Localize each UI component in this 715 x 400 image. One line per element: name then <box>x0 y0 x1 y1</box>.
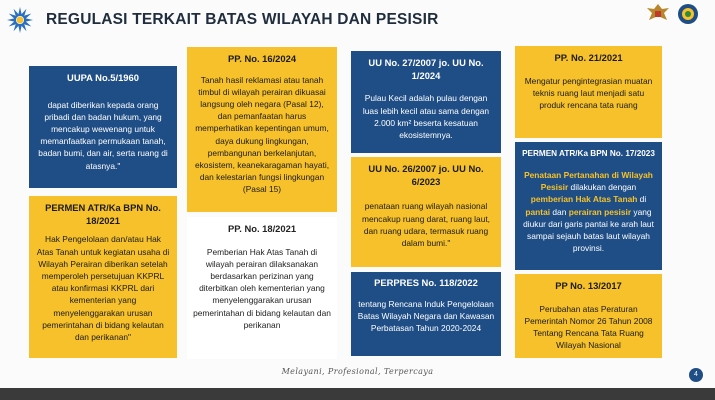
card-uupa-body: dapat diberikan kepada orang pribadi dan badan hukum, yang mencakup wewenang untuk memanfaatkan permukaan tanah, badan bumi, dan air, serta ruang di atasnya." <box>38 99 168 171</box>
footer <box>0 362 715 384</box>
card-pp-18-2021-body: Pemberian Hak Atas Tanah di wilayah perairan dilaksanakan berdasarkan perizinan yang diterbitkan oleh kementerian yang menyelenggarakan urusan pemerintahan di bidang kelautan dan perikanan <box>193 246 331 330</box>
card-permen-18-2021 <box>29 196 177 358</box>
card-pp-21-2021-header: PP. No. 21/2021 <box>554 52 623 63</box>
card-uu-27-2007 <box>351 51 501 153</box>
card-uupa-header: UUPA No.5/1960 <box>67 72 139 83</box>
page-number-badge: 4 <box>689 368 703 382</box>
card-uupa <box>29 66 177 188</box>
body-part-4: di <box>637 194 647 205</box>
card-perpres-118-2022-header: PERPRES No. 118/2022 <box>374 277 478 288</box>
card-pp-13-2017 <box>515 274 662 358</box>
card-perpres-118-2022 <box>351 272 501 356</box>
card-pp-13-2017-body: Perubahan atas Peraturan Pemerintah Nomor 26 Tahun 2008 Tentang Rencana Tata Ruang Wilayah Nasional <box>524 303 653 351</box>
tagline: Melayani, Profesional, Terpercaya <box>281 367 434 376</box>
card-uu-26-2007 <box>351 157 501 267</box>
body-part-2: dilakukan dengan <box>568 182 637 193</box>
card-permen-17-2023-header: PERMEN ATR/Ka BPN No. 17/2023 <box>522 149 655 158</box>
card-uu-27-2007-body: Pulau Kecil adalah pulau dengan luas lebih kecil atau sama dengan 2.000 km² beserta kesatuan ekosistemnya. <box>362 93 490 140</box>
emblems <box>645 2 701 26</box>
card-pp-16-2024 <box>187 47 337 212</box>
body-part-6: dan <box>550 206 569 217</box>
card-pp-18-2021 <box>187 217 337 359</box>
sun-logo-icon <box>6 6 34 34</box>
card-perpres-118-2022-body: tentang Rencana Induk Pengelolaan Batas Wilayah Negara dan Kawasan Perbatasan Tahun 2020-2024 <box>357 298 495 334</box>
slide-title: REGULASI TERKAIT BATAS WILAYAH DAN PESISIR <box>46 11 439 28</box>
garuda-emblem-icon <box>645 2 671 26</box>
card-pp-16-2024-body: Tanah hasil reklamasi atau tanah timbul di wilayah perairan dikuasai langsung oleh negara (Pasal 12), dan pemanfaatan harus memperhatikan kepentingan umum, daya dukung lingkungan, pembangunan berkelanjutan, ekosistem, keanekaragaman hayati, dan kelestarian fungsi lingkungan (Pasal 15) <box>194 74 330 195</box>
card-pp-21-2021-body: Mengatur pengintegrasian muatan teknis ruang laut menjadi satu produk rencana tata ruang <box>524 75 653 111</box>
card-pp-18-2021-header: PP. No. 18/2021 <box>227 223 297 234</box>
title-row <box>6 6 439 34</box>
ministry-emblem-icon <box>675 2 701 26</box>
highlight-pemberian-hat: pemberian Hak Atas Tanah <box>530 194 638 205</box>
highlight-pantai: pantai <box>525 206 551 217</box>
card-permen-17-2023 <box>515 142 662 270</box>
card-permen-17-2023-body <box>521 169 656 254</box>
highlight-perairan-pesisir: perairan pesisir <box>568 206 632 217</box>
card-uu-26-2007-body: penataan ruang wilayah nasional mencakup ruang darat, ruang laut, dan ruang udara, termasuk ruang dalam bumi." <box>361 201 491 248</box>
card-permen-18-2021-body: Hak Pengelolaan dan/atau Hak Atas Tanah untuk kegiatan usaha di Wilayah Perairan diberikan setelah memperoleh persetujuan KKPRL atau konfirmasi KKPRL dari kementerian yang menyelenggarakan urusan pemerintahan di bidang kelautan dan perikanan" <box>36 234 170 342</box>
card-pp-16-2024-header: PP. No. 16/2024 <box>227 53 297 64</box>
body-part-8: yang diukur dari garis pantai ke arah laut sampai sejauh batas laut wilayah provinsi. <box>523 206 654 254</box>
card-uu-26-2007-header: UU No. 26/2007 jo. UU No. 6/2023 <box>368 163 484 187</box>
bottom-bar <box>0 388 715 400</box>
highlight-penataan: Penataan Pertanahan di Wilayah Pesisir <box>524 170 653 193</box>
card-pp-13-2017-header: PP No. 13/2017 <box>555 280 622 291</box>
card-uu-27-2007-header: UU No. 27/2007 jo. UU No. 1/2024 <box>368 57 484 81</box>
card-permen-18-2021-header: PERMEN ATR/Ka BPN No. 18/2021 <box>45 202 161 226</box>
card-pp-21-2021 <box>515 46 662 138</box>
